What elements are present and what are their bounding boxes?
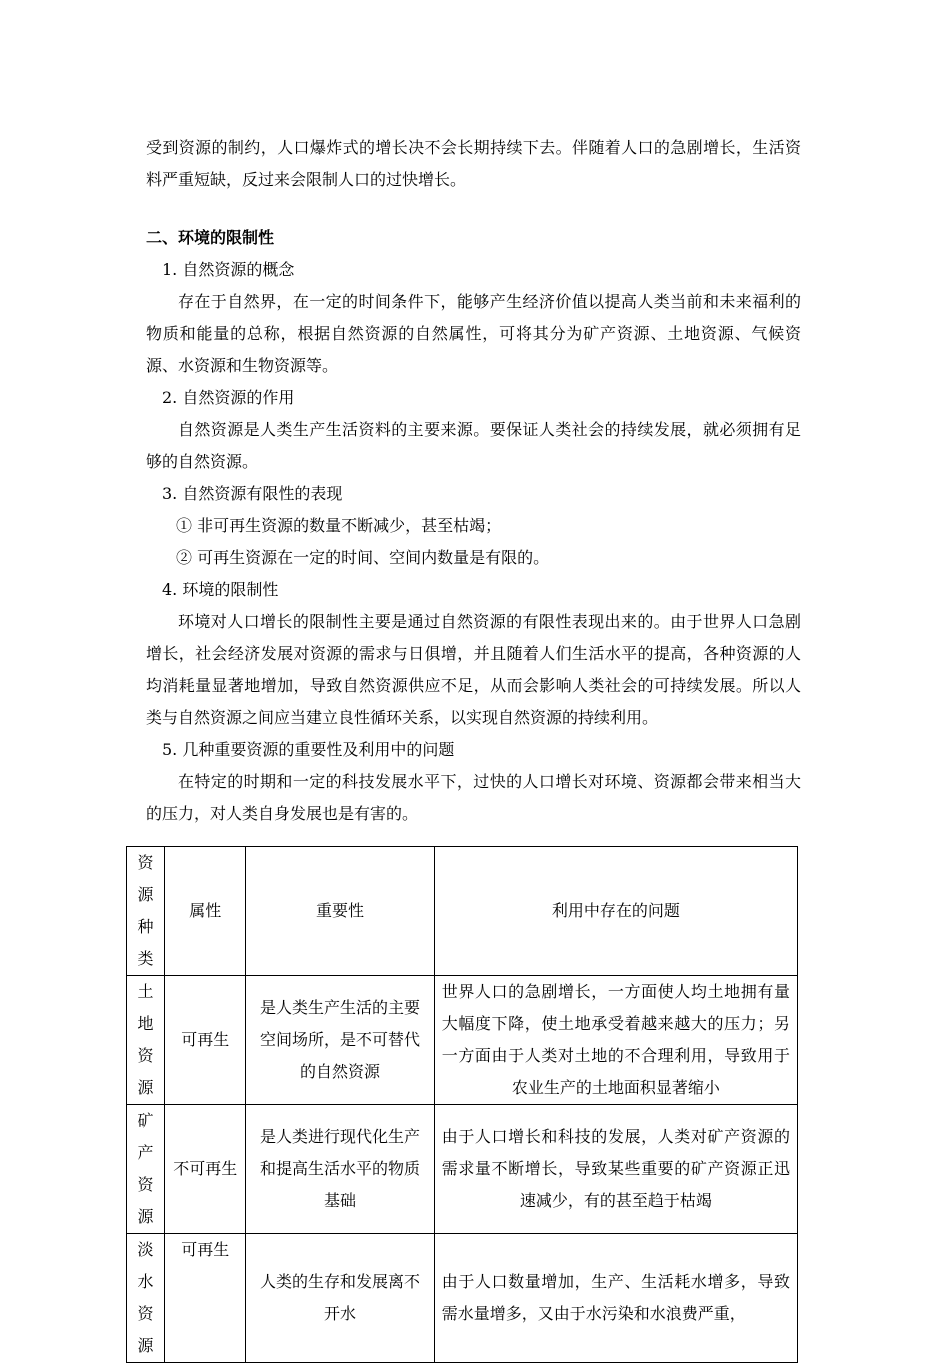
cell-problem: 世界人口的急剧增长，一方面使人均土地拥有量大幅度下降，使土地承受着越来越大的压力；另一方面由于人类对土地的不合理利用，导致用于农业生产的土地面积显著缩小: [434, 976, 797, 1105]
cell-type: 矿产资源: [127, 1105, 165, 1234]
cell-type: 淡水资源: [127, 1234, 165, 1363]
cell-attr: 可再生: [165, 976, 246, 1105]
item-2-paragraph: 自然资源是人类生产生活资料的主要来源。要保证人类社会的持续发展，就必须拥有足够的自然资源。: [146, 420, 801, 471]
cell-importance: 是人类生产生活的主要空间场所，是不可替代的自然资源: [246, 976, 434, 1105]
cell-importance: 是人类进行现代化生产和提高生活水平的物质基础: [246, 1105, 434, 1234]
table-header-row: [127, 847, 798, 976]
section-heading: 二、环境的限制性: [146, 228, 275, 247]
resource-table: [126, 846, 798, 1363]
header-cell-importance: 重要性: [246, 847, 434, 976]
item-4-paragraph: 环境对人口增长的限制性主要是通过自然资源的有限性表现出来的。由于世界人口急剧增长，社会经济发展对资源的需求与日俱增，并且随着人们生活水平的提高，各种资源的人均消耗量显著地增加，导致自然资源供应不足，从而会影响人类社会的可持续发展。所以人类与自然资源之间应当建立良性循环关系，以实现自然资源的持续利用。: [146, 612, 801, 727]
cell-problem: 由于人口增长和科技的发展，人类对矿产资源的需求量不断增长，导致某些重要的矿产资源正迅速减少，有的甚至趋于枯竭: [434, 1105, 797, 1234]
cell-problem: 由于人口数量增加，生产、生活耗水增多，导致需水量增多，又由于水污染和水浪费严重，: [434, 1234, 797, 1363]
header-cell-problem: 利用中存在的问题: [434, 847, 797, 976]
header-cell-type: 资源种类: [127, 847, 165, 976]
table-row: [127, 1105, 798, 1234]
item-1-paragraph: 存在于自然界，在一定的时间条件下，能够产生经济价值以提高人类当前和未来福利的物质和能量的总称，根据自然资源的自然属性，可将其分为矿产资源、土地资源、气候资源、水资源和生物资源等。: [146, 292, 801, 375]
item-2-label: 2. 自然资源的作用: [162, 388, 295, 407]
header-cell-attr: 属性: [165, 847, 246, 976]
table-row: [127, 976, 798, 1105]
item-3-label: 3. 自然资源有限性的表现: [162, 484, 343, 503]
cell-attr: 可再生: [165, 1234, 246, 1363]
item-4-label: 4. 环境的限制性: [162, 580, 279, 599]
table-row: [127, 1234, 798, 1363]
intro-paragraph: 受到资源的制约，人口爆炸式的增长决不会长期持续下去。伴随着人口的急剧增长，生活资料严重短缺，反过来会限制人口的过快增长。: [146, 138, 801, 189]
cell-type: 土地资源: [127, 976, 165, 1105]
item-5-label: 5. 几种重要资源的重要性及利用中的问题: [162, 740, 455, 759]
item-1-label: 1. 自然资源的概念: [162, 260, 295, 279]
item-3-point-1: ① 非可再生资源的数量不断减少，甚至枯竭；: [176, 516, 502, 535]
item-5-paragraph: 在特定的时期和一定的科技发展水平下，过快的人口增长对环境、资源都会带来相当大的压力，对人类自身发展也是有害的。: [146, 772, 801, 823]
cell-attr: 不可再生: [165, 1105, 246, 1234]
item-3-point-2: ② 可再生资源在一定的时间、空间内数量是有限的。: [176, 548, 550, 567]
cell-importance: 人类的生存和发展离不开水: [246, 1234, 434, 1363]
